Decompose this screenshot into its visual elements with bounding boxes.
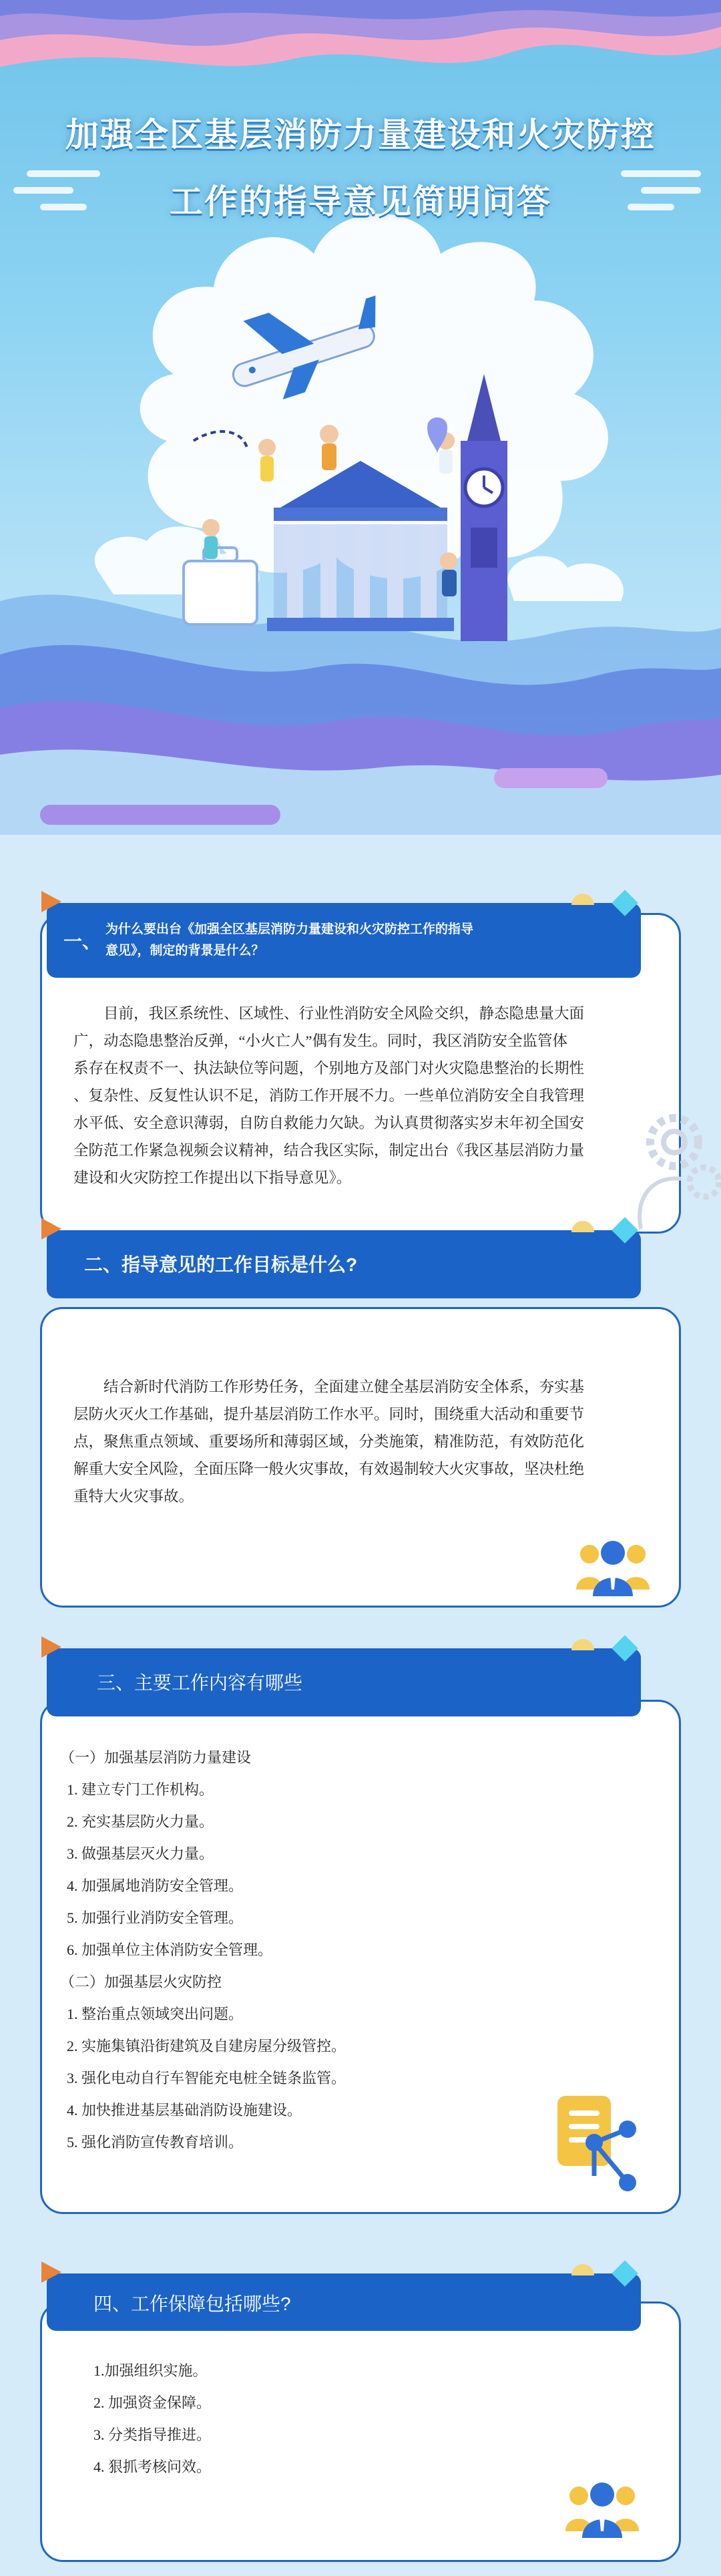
list-item: 3. 做强基层灭火力量。 [67, 1845, 214, 1862]
team-icon [573, 1526, 653, 1600]
section-1-body [73, 1000, 634, 1191]
list-item: 3. 强化电动自行车智能充电桩全链条监管。 [67, 2070, 346, 2086]
page-title-line1: 加强全区基层消防力量建设和火灾防控 [65, 116, 656, 154]
section-2-line: 结合新时代消防工作形势任务，全面建立健全基层消防安全体系，夯实基 [103, 1378, 585, 1395]
section-1-line: 建设和火灾防控工作提出以下指导意见》。 [73, 1169, 352, 1186]
list-item: 4. 加快推进基层基础消防设施建设。 [67, 2102, 302, 2119]
section-1-line: 全防范工作紧急视频会议精神，结合我区实际，制定出台《我区基层消防力量 [73, 1142, 585, 1159]
team-icon [562, 2468, 642, 2541]
section-2-line: 重特大火灾事故。 [73, 1488, 194, 1505]
list-item: 4. 加强属地消防安全管理。 [67, 1877, 244, 1894]
section-2-body [73, 1373, 634, 1510]
section-4-header [47, 2273, 641, 2331]
section-1-number: 一、 [63, 931, 101, 952]
section-1-line: 水平低、安全意识薄弱，自防自救能力欠缺。为认真贯彻落实岁末年初全国安 [73, 1115, 585, 1131]
list-item: 2. 加强资金保障。 [93, 2394, 212, 2411]
gear-head-icon [628, 1102, 721, 1236]
section-4-list [93, 2355, 211, 2483]
group-heading: （二）加强基层火灾防控 [60, 1974, 222, 1990]
list-item: 6. 加强单位主体消防安全管理。 [67, 1942, 273, 1958]
group-heading: （一）加强基层消防力量建设 [60, 1749, 252, 1766]
page-title-line2: 工作的指导意见简明问答 [170, 183, 551, 220]
list-item: 1.加强组织实施。 [93, 2362, 208, 2379]
section-2-line: 点，聚焦重点领域、重要场所和薄弱区域，分类施策，精准防范，有效防范化 [73, 1433, 585, 1450]
section-3-list [60, 1742, 346, 2159]
hero-banner [0, 0, 721, 835]
section-3-title: 三、主要工作内容有哪些 [97, 1672, 303, 1693]
section-4-title: 四、工作保障包括哪些? [93, 2293, 291, 2314]
document-network-icon [554, 2089, 641, 2196]
list-item: 1. 整治重点领域突出问题。 [67, 2006, 244, 2022]
section-1-line: 、复杂性、反复性认识不足，消防工作开展不力。一些单位消防安全自我管理 [73, 1087, 585, 1104]
section-1-title-line1: 为什么要出台《加强全区基层消防力量建设和火灾防控工作的指导 [105, 922, 474, 936]
list-item: 3. 分类指导推进。 [93, 2426, 212, 2443]
section-1-line: 广，动态隐患整治反弹，“小火亡人”偶有发生。同时，我区消防安全监管体 [73, 1033, 567, 1049]
list-item: 5. 强化消防宣传教育培训。 [67, 2134, 244, 2151]
list-item: 1. 建立专门工作机构。 [67, 1781, 214, 1798]
section-3-header [47, 1648, 641, 1716]
list-item: 5. 加强行业消防安全管理。 [67, 1909, 244, 1926]
section-2-title: 二、指导意见的工作目标是什么? [84, 1254, 358, 1275]
section-1-header [47, 903, 641, 978]
section-2-header [47, 1230, 641, 1298]
section-2-line: 层防火灭火工作基础，提升基层消防工作水平。同时，围绕重大活动和重要节 [73, 1406, 585, 1423]
section-2-line: 解重大安全风险，全面压降一般火灾事故，有效遏制较大火灾事故，坚决杜绝 [73, 1461, 585, 1477]
section-1-line: 系存在权责不一、执法缺位等问题，个别地方及部门对火灾隐患整治的长期性 [73, 1060, 585, 1077]
list-item: 4. 狠抓考核问效。 [93, 2458, 212, 2475]
list-item: 2. 充实基层防火力量。 [67, 1813, 214, 1830]
section-1-line: 目前，我区系统性、区域性、行业性消防安全风险交织，静态隐患量大面 [103, 1005, 585, 1022]
section-1-title-line2: 意见》，制定的背景是什么？ [105, 944, 264, 958]
list-item: 2. 实施集镇沿街建筑及自建房屋分级管控。 [67, 2038, 346, 2054]
